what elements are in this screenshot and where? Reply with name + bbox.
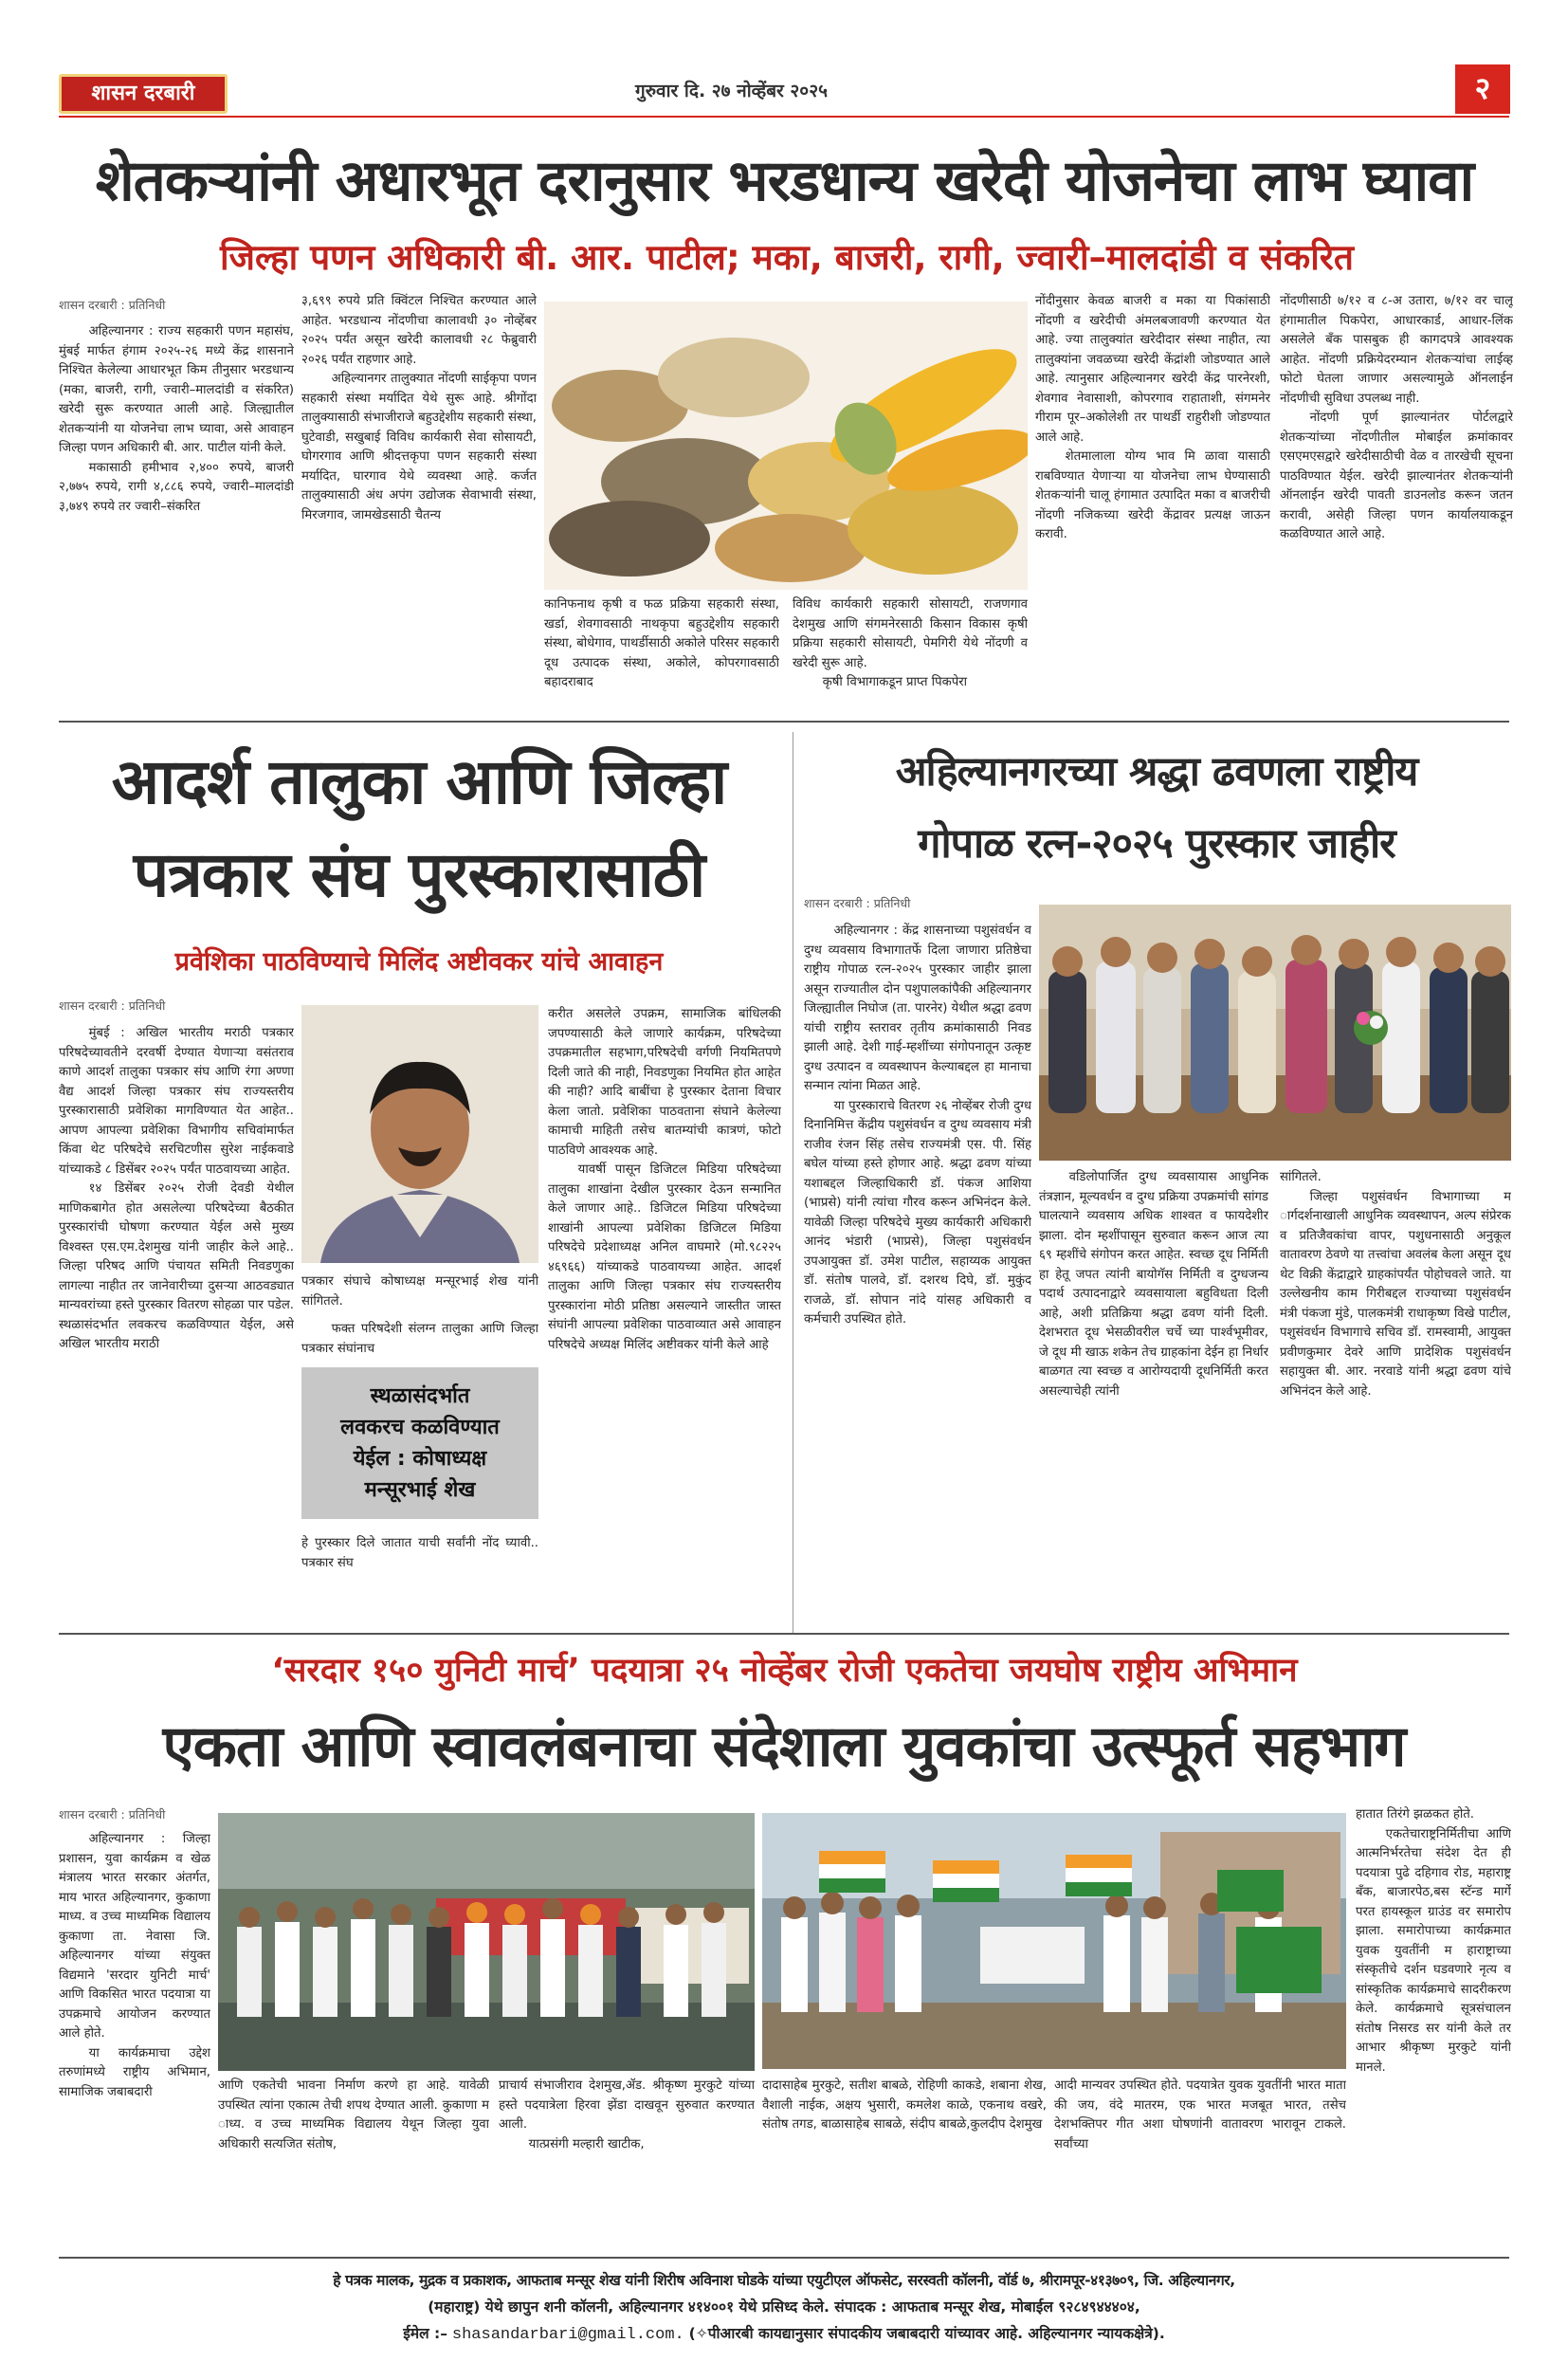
story1-subhead: जिल्हा पणन अधिकारी बी. आर. पाटील; मका, बाजरी, रागी, ज्वारी–मालदांडी व संकरित <box>219 237 1355 278</box>
paragraph: नोंदणीसाठी ७/१२ व ८-अ उतारा, ७/१२ वर चालू हंगामातील पिकपेरा, आधारकार्ड, आधार-लिंक असलेले बँक पासबुक ही कागदपत्रे आवश्यक आहेत. नोंदणी प्रक्रियेदरम्यान शेतकऱ्यांचा लाईव्ह फोटो घेतला जाणार असल्यामुळे ऑनलाईन नोंदणीची सुविधा उपलब्ध नाही. <box>1280 294 1513 406</box>
email-label: ईमेल :– <box>403 2325 447 2342</box>
story2-col2b <box>301 1320 538 1360</box>
story2-col1 <box>59 1024 294 1631</box>
story2-col3 <box>548 1005 781 1631</box>
story1-byline: शासन दरबारी : प्रतिनिधी <box>59 298 166 312</box>
paragraph: जिल्हा पशुसंवर्धन विभागाच्या म ार्गदर्शनाखाली आधुनिक व्यवस्थापन, अल्प संप्रेरक व प्रतिजैवकांचा वापर, पशुधनासाठी अनुकूल वातावरण ठेवणे या तत्त्वांचा अवलंब केला असून दूध थेट विक्री केंद्राद्वारे ग्राहकांपर्यंत पोहोचवले जाते. या उल्लेखनीय काम गिरीबद्दल राज्याच्या पशुसंवर्धन मंत्री पंकजा मुंडे, पालकमंत्री राधाकृष्ण विखे पाटील, पशुसंवर्धन विभागाचे सचिव डॉ. रामस्वामी, आयुक्त प्रवीणकुमार देवरे आणि प्रादेशिक पशुसंवर्धन सहायुक्त बी. आर. नरवाडे यांनी श्रद्धा ढवण यांचे अभिनंदन केले आहे. <box>1280 1189 1511 1399</box>
paragraph: ३,६९९ रुपये प्रति क्विंटल निश्चित करण्यात आले आहेत. भरडधान्य नोंदणीचा कालावधी ३० नोव्हेंबर २०२५ पर्यंत असून खरेदी कालावधी २८ फेब्रुवारी २०२६ पर्यंत राहणार आहे. <box>301 294 537 367</box>
story4-col5 <box>1054 2077 1346 2247</box>
paragraph: आदी मान्यवर उपस्थित होते. पदयात्रेत युवक युवतींनी भारत माता की जय, वंदे मातरम, एक भारत मजबूत भारत, तसेच देशभक्तिपर गीत अशा घोषणांनी वातावरण भारावून टाकले. सर्वांच्या <box>1054 2078 1346 2151</box>
event-photo-flags <box>762 1813 1346 2069</box>
story1-col4 <box>793 595 1028 711</box>
story2-headline-line1: आदर्श तालुका आणि जिल्हा <box>111 745 727 818</box>
paragraph: दादासाहेब मुरकुटे, सतीश बाबळे, रोहिणी काकडे, शबाना शेख, वैशाली नाईक, अक्षय भुसारी, कमलेश काळे, एकनाथ वखरे, संतोष तगड, बाळासाहेब साबळे, संदीप बाबळे,कुलदीप देशमुख <box>762 2078 1047 2132</box>
story3-col3 <box>1280 1168 1511 1621</box>
award-ceremony-photo <box>1039 905 1511 1161</box>
callout-line: मन्सूरभाई शेख <box>364 1478 476 1502</box>
paragraph: कानिफनाथ कृषी व फळ प्रक्रिया सहकारी संस्था, खर्डा, शेवगावसाठी नाथकृपा बहुउद्देशीय सहकारी संस्था, बोधेगाव, पाथर्डीसाठी अकोले परिसर सहकारी दूध उत्पादक संस्था, अकोले, कोपरगावसाठी बहादराबाद <box>544 597 779 689</box>
paragraph: कृषी विभागाकडून प्राप्त पिकपेरा <box>822 675 968 689</box>
story2-byline: शासन दरबारी : प्रतिनिधी <box>59 998 166 1013</box>
masthead-rule <box>59 116 1509 118</box>
story4-byline: शासन दरबारी : प्रतिनिधी <box>59 1807 166 1822</box>
issue-date: गुरुवार दि. २७ नोव्हेंबर २०२५ <box>635 81 828 101</box>
story4-col3 <box>499 2077 755 2247</box>
story1-col1 <box>59 322 294 711</box>
paragraph: हातात तिरंगे झळकत होते. <box>1356 1807 1474 1822</box>
story1-col3 <box>544 595 779 711</box>
story4-col6 <box>1356 1805 1511 2247</box>
story3-headline-line1: अहिल्यानगरच्या श्रद्धा ढवणला राष्ट्रीय <box>895 748 1418 796</box>
email-link[interactable]: shasandarbari@gmail.com. <box>451 2326 684 2344</box>
divider <box>59 721 1509 723</box>
paragraph: वडिलोपार्जित दुग्ध व्यवसायास आधुनिक तंत्रज्ञान, मूल्यवर्धन व दुग्ध प्रक्रिया उपक्रमांची सांगड घालत्याने व्यवसाय अधिक शाश्वत व फायदेशीर झाला. दोन म्हशींपासून सुरुवात करून आज त्या ६९ म्हशींचे संगोपन करत आहेत. स्वच्छ दूध निर्मिती हा हेतू जपत त्यांनी बायोगॅस निर्मिती व दुग्धजन्य पदार्थ उत्पादनाद्वारे व्यवसायाला बहुविधता दिली आहे, अशी प्रतिक्रिया श्रद्धा ढवण यांनी दिली. देशभरात दूध भेसळीवरील चर्चे च्या पार्श्वभूमीवर, जे दूध मी खाऊ शकेन तेच ग्राहकांना देईन हा निर्धार बाळगत त्या स्वच्छ व आरोग्यदायी दूधनिर्मिती करत असल्याचेही त्यांनी <box>1039 1170 1268 1399</box>
paragraph: मुंबई : अखिल भारतीय मराठी पत्रकार परिषदेच्यावतीने दरवर्षी देण्यात येणाऱ्या वसंतराव काणे आदर्श तालुका पत्रकार संघ आणि रंगा अण्णा वैद्य आदर्श जिल्हा पत्रकार संघ राज्यस्तरीय पुरस्कारासाठी प्रवेशिका मागविण्यात येत आहेत.. आपण आपल्या प्रवेशिका विभागीय सचिवांमार्फत किंवा थेट परिषदेचे सरचिटणीस सुरेश नाईकवाडे यांच्याकडे ८ डिसेंबर २०२५ पर्यंत पाठवायच्या आहेत. <box>59 1026 294 1177</box>
callout-box <box>301 1367 538 1519</box>
story3-headline-line2: गोपाळ रत्न-२०२५ पुरस्कार जाहीर <box>918 820 1395 868</box>
paragraph: प्राचार्य संभाजीराव देशमुख,ॲड. श्रीकृष्ण मुरकुटे यांच्या हस्ते पदयात्रेला हिरवा झेंडा दाखवून सुरुवात करण्यात आली. <box>499 2078 755 2132</box>
footer-rule <box>59 2257 1509 2259</box>
story2-subhead: प्रवेशिका पाठविण्याचे मिलिंद अष्टीवकर यांचे आवाहन <box>174 947 664 977</box>
imprint-contact <box>59 2321 1509 2346</box>
divider <box>59 1633 1509 1635</box>
event-photo-stage <box>218 1813 755 2071</box>
paragraph: करीत असलेले उपक्रम, सामाजिक बांधिलकी जपण्यासाठी केले जाणारे कार्यक्रम, परिषदेच्या उपक्रमातील सहभाग,परिषदेची वर्गणी नियमितपणे दिली जाते की नाही, निवडणुका नियमित होत आहेत की नाही? आदि बाबींचा हे पुरस्कार देताना विचार केला जातो. प्रवेशिका पाठवताना संघाने केलेल्या कामाची माहिती तसेच बातम्यांची कात्रणं, फोटो पाठविणे आवश्यक आहे. <box>548 1007 781 1158</box>
paragraph: सांगितले. <box>1280 1170 1322 1184</box>
story3-col1 <box>804 922 1031 1621</box>
story4-col2 <box>218 2077 489 2247</box>
story3-col2 <box>1039 1168 1268 1621</box>
story2-col2c <box>301 1534 538 1574</box>
callout-line: स्थळासंदर्भात <box>370 1384 470 1408</box>
story1-col2 <box>301 292 537 711</box>
story4-col1 <box>59 1830 210 2247</box>
paragraph: १४ डिसेंबर २०२५ रोजी देवडी येथील माणिकबागेत होत असलेल्या परिषदेच्या बैठकीत पुरस्कारांची घोषणा करण्यात येईल असे मुख्य विश्वस्त एस.एम.देशमुख यांनी जाहीर केले आहे.. जिल्हा परिषद आणि पंचायत समिती निवडणुका लागल्या नाहीत तर जानेवारीच्या दुसऱ्या आठवड्यात मान्यवरांच्या हस्ते पुरस्कार वितरण सोहळा पार पडेल. स्थळासंदर्भात लवकरच कळविण्यात येईल, असे अखिल भारतीय मराठी <box>59 1181 294 1351</box>
story4-headline: एकता आणि स्वावलंबनाचा संदेशाला युवकांचा उत्स्फूर्त सहभाग <box>162 1713 1406 1780</box>
caption: पत्रकार संघाचे कोषाध्यक्ष मन्सूरभाई शेख यांनी सांगितले. <box>301 1274 538 1309</box>
jurisdiction-note: (✧पीआरबी कायद्यानुसार संपादकीय जबाबदारी यांच्यावर आहे. अहिल्यानगर न्यायकक्षेत्रे). <box>688 2325 1165 2342</box>
grains-photo <box>544 302 1028 590</box>
paragraph: फक्त परिषदेशी संलग्न तालुका आणि जिल्हा पत्रकार संघांनाच <box>301 1322 538 1356</box>
imprint-line: (महाराष्ट्र) येथे छापुन शनी कॉलनी, अहिल्यानगर ४१४००१ येथे प्रसिध्द केले. संपादक : आफताब मन्सूर शेख, मोबाईल ९२८४९४४४०४, <box>428 2298 1140 2316</box>
masthead-logo: शासन दरबारी <box>59 74 228 114</box>
paragraph: अहिल्यानगर : राज्य सहकारी पणन महासंघ, मुंबई मार्फत हंगाम २०२५-२६ मध्ये केंद्र शासनाने निश्चित केलेल्या आधारभूत किम तीनुसार भरडधान्य (मका, बाजरी, रागी, ज्वारी–मालदांडी व संकरित) खरेदी सुरू करण्यात आली आहे. जिल्ह्यातील शेतकऱ्यांनी या योजनेचा लाभ घ्यावा, असे आवाहन जिल्हा पणन अधिकारी बी. आर. पाटील यांनी केले. <box>59 324 294 455</box>
paragraph: अहिल्यानगर : जिल्हा प्रशासन, युवा कार्यक्रम व खेळ मंत्रालय भारत सरकार अंतर्गत, माय भारत अहिल्यानगर, कुकाणा माध्य. व उच्च माध्यमिक विद्यालय कुकाणा ता. नेवासा जि. अहिल्यानगर यांच्या संयुक्त विद्यमाने 'सरदार युनिटी मार्च' आणि विकसित भारत पदयात्रा या उपक्रमाचे आयोजन करण्यात आले होते. <box>59 1832 210 2041</box>
story4-kicker: ‘सरदार १५० युनिटी मार्च’ पदयात्रा २५ नोव्हेंबर रोजी एकतेचा जयघोष राष्ट्रीय अभिमान <box>271 1652 1298 1690</box>
paragraph: एकतेचाराष्ट्रनिर्मितीचा आणि आत्मनिर्भरतेचा संदेश देत ही पदयात्रा पुढे दहिगाव रोड, महाराष्ट्र बँक, बाजारपेठ,बस स्टॅन्ड मार्गे परत हायस्कूल ग्राउंड वर समारोप झाला. समारोपाच्या कार्यक्रमात युवक युवतींनी म हाराष्ट्राच्या संस्कृतीचे दर्शन घडवणारे नृत्य व सांस्कृतिक कार्यक्रमाचे सादरीकरण केले. कार्यक्रमाचे सूत्रसंचालन संतोष निसरड सर यांनी केले तर आभार श्रीकृष्ण मुरकुटे यांनी मानले. <box>1356 1826 1511 2075</box>
paragraph: अहिल्यानगर तालुक्यात नोंदणी साईकृपा पणन सहकारी संस्था मर्यादित येथे सुरू आहे. श्रीगोंदा तालुक्यासाठी संभाजीराजे बहुउद्देशीय सहकारी संस्था, घुटेवाडी, सखुबाई विविध कार्यकारी सेवा सोसायटी, घोगरगाव आणि श्रीदत्तकृपा पणन सहकारी संस्था मर्यादित, घारगाव येथे व्यवस्था आहे. कर्जत तालुक्यासाठी अंध अपंग उद्योजक सेवाभावी संस्था, मिरजगाव, जामखेडसाठी चैतन्य <box>301 372 537 522</box>
paragraph: यात्प्रसंगी मल्हारी खाटीक, <box>528 2136 645 2151</box>
page-number: २ <box>1455 64 1510 114</box>
paragraph: या पुरस्काराचे वितरण २६ नोव्हेंबर रोजी दुग्ध दिनानिमित्त केंद्रीय पशुसंवर्धन व दुग्ध व्यवसाय मंत्री राजीव रंजन सिंह तसेच राज्यमंत्री एस. पी. सिंह बघेल यांच्या हस्ते होणार आहे. श्रद्धा ढवण यांच्या यशाबद्दल जिल्हाधिकारी डॉ. पंकज आशिया (भाप्रसे) यांनी त्यांचा गौरव करून अभिनंदन केले. यावेळी जिल्हा परिषदेचे मुख्य कार्यकारी अधिकारी आनंद भंडारी (भाप्रसे), जिल्हा पशुसंवर्धन उपआयुक्त डॉ. उमेश पाटील, सहाय्यक आयुक्त डॉ. संतोष पालवे, डॉ. दशरथ दिघे, डॉ. मुकुंद राजळे, डॉ. सोपान नांदे यांसह अधिकारी व कर्मचारी उपस्थित होते. <box>804 1098 1031 1327</box>
paragraph: शेतमालाला योग्य भाव मि ळावा यासाठी राबविण्यात येणाऱ्या या योजनेचा लाभ घेण्यासाठी शेतकऱ्यांनी चालू हंगामात उत्पादित मका व बाजरीची नोंदणी नजिकच्या खरेदी केंद्रावर प्रत्यक्ष जाऊन करावी. <box>1035 449 1270 541</box>
paragraph: यावर्षी पासून डिजिटल मिडिया परिषदेच्या तालुका शाखांना देखील पुरस्कार देऊन सन्मानित केले जाणार आहे.. डिजिटल मिडिया परिषदेच्या शाखांनी आपल्या प्रवेशिका डिजिटल मिडिया परिषदेचे प्रदेशाध्यक्ष अनिल वाघमारे (मो.९८२२५ ४६९६६) यांच्याकडे पाठवायच्या आहेत. आदर्श तालुका आणि जिल्हा पत्रकार संघ राज्यस्तरीय पुरस्कारांना मोठी प्रतिष्ठा असल्याने जास्तीत जास्त संघांनी आपल्या प्रवेशिका पाठवाव्यात असे आवाहन परिषदेचे अध्यक्ष मिलिंद अष्टीवकर यांनी केले आहे <box>548 1163 781 1352</box>
story1-col5 <box>1035 292 1270 711</box>
paragraph: विविध कार्यकारी सहकारी सोसायटी, राजणगाव देशमुख आणि संगमनेरसाठी किसान विकास कृषी प्रक्रिया सहकारी सोसायटी, पेमगिरी येथे नोंदणी व खरेदी सुरू आहे. <box>793 597 1028 670</box>
paragraph: या कार्यक्रमाचा उद्देश तरुणांमध्ये राष्ट्रीय अभिमान, सामाजिक जबाबदारी <box>59 2045 210 2099</box>
story3-byline: शासन दरबारी : प्रतिनिधी <box>804 896 911 910</box>
story2-headline-line2: पत्रकार संघ पुरस्कारासाठी <box>133 838 705 911</box>
paragraph: नोंदणी पूर्ण झाल्यानंतर पोर्टलद्वारे शेतकऱ्यांच्या नोंदणीतील मोबाईल क्रमांकावर एसएमएसद्वारे खरेदीसाठीची वेळ व तारखेची सूचना पाठविण्यात येईल. खरेदी झाल्यानंतर शेतकऱ्यांनी ऑनलाईन खरेदी पावती डाउनलोड करून जतन करावी, असेही जिल्हा पणन कार्यालयाकडून कळविण्यात आले आहे. <box>1280 411 1513 541</box>
imprint-line: हे पत्रक मालक, मुद्रक व प्रकाशक, आफताब मन्सूर शेख यांनी शिरीष अविनाश घोडके यांच्या एयुटीएल ऑफसेट, सरस्वती कॉलनी, वॉर्ड ७, श्रीरामपूर-४१३७०९, जि. अहिल्यानगर, <box>333 2272 1235 2289</box>
paragraph: आणि एकतेची भावना निर्माण करणे हा आहे. यावेळी उपस्थित त्यांना एकात्म तेची शपथ देण्यात आली. कुकाणा म ाध्य. व उच्च माध्यमिक विद्यालय येथून जिल्हा युवा अधिकारी सत्यजित संतोष, <box>218 2078 489 2151</box>
story1-col6 <box>1280 292 1513 711</box>
story4-col4 <box>762 2077 1047 2247</box>
portrait-photo <box>301 1005 538 1263</box>
callout-line: लवकरच कळविण्यात <box>340 1416 500 1439</box>
story1-headline: शेतकऱ्यांनी अधारभूत दरानुसार भरडधान्य खरेदी योजनेचा लाभ घ्यावा <box>95 148 1474 214</box>
paragraph: हे पुरस्कार दिले जातात याची सर्वांनी नोंद घ्यावी.. पत्रकार संघ <box>301 1536 538 1570</box>
paragraph: मकासाठी हमीभाव २,४०० रुपये, बाजरी २,७७५ रुपये, रागी ४,८८६ रुपये, ज्वारी–मालदांडी ३,७४९ रुपये तर ज्वारी–संकरित <box>59 460 294 514</box>
callout-line: येईल : कोषाध्यक्ष <box>353 1447 487 1471</box>
paragraph: नोंदीनुसार केवळ बाजरी व मका या पिकांसाठी नोंदणी व खरेदीची अंमलबजावणी करण्यात येत आहे. ज्या तालुक्यांत खरेदीदार संस्था नाहीत, त्या तालुक्यांना जवळच्या खरेदी केंद्रांशी जोडण्यात आले आहे. त्यानुसार अहिल्यानगर खरेदी केंद्र पारनेरशी, शेवगाव नेवासाशी, कोपरगाव राहाताशी, संगमनेर गीराम पूर–अकोलेशी तर पाथर्डी राहुरीशी जोडण्यात आले आहे. <box>1035 294 1270 445</box>
paragraph: अहिल्यानगर : केंद्र शासनाच्या पशुसंवर्धन व दुग्ध व्यवसाय विभागातर्फे दिला जाणारा प्रतिष्ठेचा राष्ट्रीय गोपाळ रत्न-२०२५ पुरस्कार जाहीर झाला असून राज्यातील दोन पशुपालकांपैकी अहिल्यानगर जिल्ह्यातील निघोज (ता. पारनेर) येथील श्रद्धा ढवण यांची राष्ट्रीय स्तरावर तृतीय क्रमांकासाठी निवड झाली आहे. देशी गाई-म्हशींच्या संगोपनातून उत्कृष्ट दुग्ध उत्पादन व व्यवस्थापन केल्याबद्दल हा मानाचा सन्मान त्यांना मिळत आहे. <box>804 924 1031 1093</box>
portrait-caption <box>301 1272 538 1312</box>
